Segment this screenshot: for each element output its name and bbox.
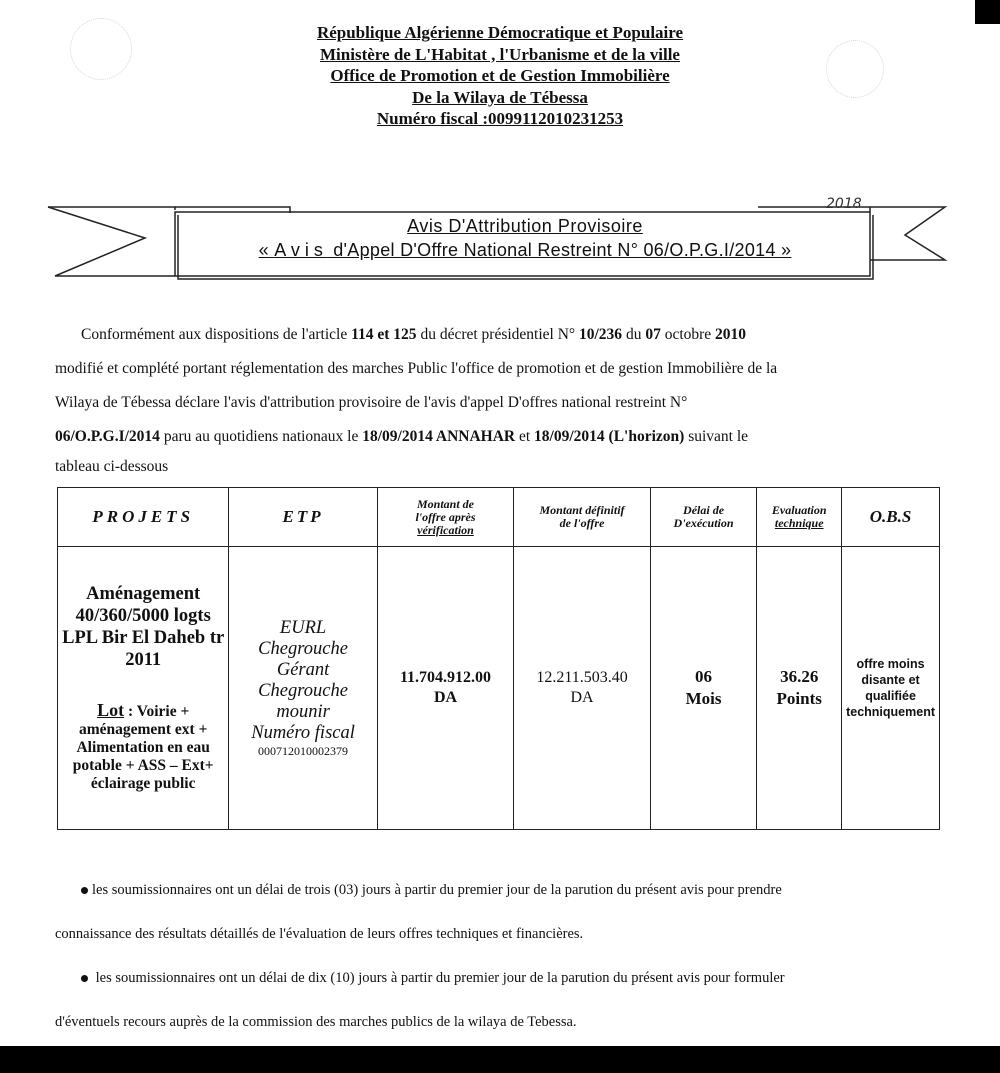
header-text: Montant de [416, 496, 474, 511]
intro-text: du [622, 326, 646, 343]
obs-text: offre moins [856, 657, 925, 671]
col-header-projets: PROJETS [58, 488, 229, 547]
col-header-obs: O.B.S [842, 488, 940, 547]
obs-text: qualifiée [865, 689, 916, 703]
intro-text: suivant le [684, 428, 749, 445]
table-row [58, 547, 940, 830]
etp-text: Gérant [276, 660, 330, 680]
intro-text: Conformément aux dispositions de l'article [81, 326, 352, 343]
obs-text: techniquement [846, 705, 935, 719]
etp-text: EURL [279, 618, 327, 638]
project-lot [62, 701, 224, 793]
notice-title: Avis D'Attribution Provisoire [407, 216, 643, 236]
intro-bold: 114 et 125 [351, 326, 417, 343]
bullet-2-line-1 [55, 956, 945, 1000]
ref-prefix: « [258, 240, 275, 260]
project-name: Aménagement 40/360/5000 logts LPL Bir El Daheb tr 2011 [62, 584, 225, 670]
intro-bold: 2010 [715, 326, 747, 343]
bullet-notes [55, 868, 945, 1044]
amount-value: 12.211.503.40 [536, 669, 628, 686]
etp-text: Chegrouche [258, 681, 348, 701]
handwritten-annotation: 2018 [826, 196, 862, 212]
eval-value: 36.26 [780, 667, 819, 686]
header-line-wilaya: De la Wilaya de Tébessa [412, 87, 588, 107]
attribution-table [57, 487, 940, 830]
bullet-text: les soumissionnaires ont un délai de trois (03) jours à partir du premier jour de la parution du présent avis pour prendre [92, 882, 782, 898]
notice-title-block [175, 214, 875, 262]
intro-text: octobre [660, 326, 716, 343]
eval-unit: Points [776, 689, 822, 708]
header-text: Evaluation [771, 503, 827, 517]
header-text: Délai de [683, 503, 725, 517]
header-line-republic: République Algérienne Démocratique et Populaire [316, 23, 684, 42]
header-text: vérification [417, 522, 474, 537]
header-line-ministry: Ministère de L'Habitat , l'Urbanisme et de la ville [320, 44, 680, 64]
intro-line-1 [55, 318, 945, 352]
col-header-montant-verif [377, 488, 514, 547]
bullet-1-line-1 [55, 868, 945, 912]
col-header-evaluation [757, 488, 842, 547]
header-text: Montant définitif [539, 503, 625, 517]
intro-paragraph [55, 318, 945, 480]
etp-fiscal-number: 000712010002379 [258, 744, 349, 758]
header-line-fiscal: Numéro fiscal :0099112010231253 [376, 109, 624, 128]
ref-spaced-word: Avis [274, 240, 328, 260]
cell-obs [842, 547, 940, 830]
intro-line-2: modifié et complété portant réglementation des marches Public l'office de promotion et de gestion Immobilière de la [55, 360, 778, 377]
delai-unit: Mois [685, 689, 722, 708]
cell-montant-verif [377, 547, 514, 830]
faded-stamp-right [826, 40, 884, 98]
col-header-montant-def [514, 488, 651, 547]
cell-delai [650, 547, 757, 830]
header-text: D'exécution [673, 516, 734, 530]
lot-label: Lot [97, 700, 125, 720]
intro-bold: 07 [645, 326, 661, 343]
header-text: l'offre après [415, 509, 476, 524]
lot-description: : Voirie + aménagement ext + Alimentation en eau potable + ASS – Ext+ éclairage public [72, 703, 214, 792]
etp-text: Numéro fiscal [251, 723, 355, 743]
header-line-office: Office de Promotion et de Gestion Immobilière [330, 66, 670, 85]
scan-edge-bottom [0, 1046, 1000, 1073]
amount-currency: DA [433, 689, 458, 706]
scan-edge [975, 0, 1000, 24]
notice-reference [175, 238, 875, 262]
amount-currency: DA [570, 689, 594, 706]
bullet-dot-icon [81, 887, 88, 894]
col-header-delai [650, 488, 757, 547]
intro-line-5: tableau ci-dessous [55, 458, 169, 475]
ref-rest: d'Appel D'Offre National Restreint N° 06/O.P.G.I/2014 » [327, 240, 792, 260]
etp-text: mounir [276, 702, 330, 722]
intro-text: et [515, 428, 535, 445]
etp-text: Chegrouche [258, 639, 348, 659]
header-text: technique [774, 516, 824, 530]
intro-bold: 10/236 [579, 326, 623, 343]
amount-value: 11.704.912.00 [399, 669, 492, 686]
cell-projet [58, 547, 229, 830]
faded-stamp-left [70, 18, 132, 80]
bullet-2-line-2: d'éventuels recours auprès de la commission des marches publics de la wilaya de Tebessa. [55, 1014, 577, 1030]
intro-bold: 18/09/2014 ANNAHAR [362, 428, 516, 445]
intro-bold: 06/O.P.G.I/2014 [55, 428, 160, 445]
table-header-row [58, 488, 940, 547]
header-text: de l'offre [559, 516, 605, 530]
document-header [200, 22, 800, 130]
bullet-text: les soumissionnaires ont un délai de dix (10) jours à partir du premier jour de la parution du présent avis pour formuler [95, 970, 785, 986]
cell-montant-def [514, 547, 651, 830]
intro-text: paru au quotidiens nationaux le [159, 428, 363, 445]
intro-line-3: Wilaya de Tébessa déclare l'avis d'attribution provisoire de l'avis d'appel D'offres national restreint N° [55, 394, 688, 411]
bullet-dot-icon [81, 975, 88, 982]
bullet-1-line-2: connaissance des résultats détaillés de l'évaluation de leurs offres techniques et financières. [55, 926, 584, 942]
delai-value: 06 [695, 667, 713, 686]
cell-evaluation [757, 547, 842, 830]
intro-bold: 18/09/2014 (L'horizon) [534, 428, 685, 445]
obs-text: disante et [861, 673, 920, 687]
col-header-etp: ETP [229, 488, 377, 547]
cell-etp [229, 547, 377, 830]
intro-line-4 [55, 420, 945, 454]
intro-text: du décret présidentiel N° [416, 326, 579, 343]
